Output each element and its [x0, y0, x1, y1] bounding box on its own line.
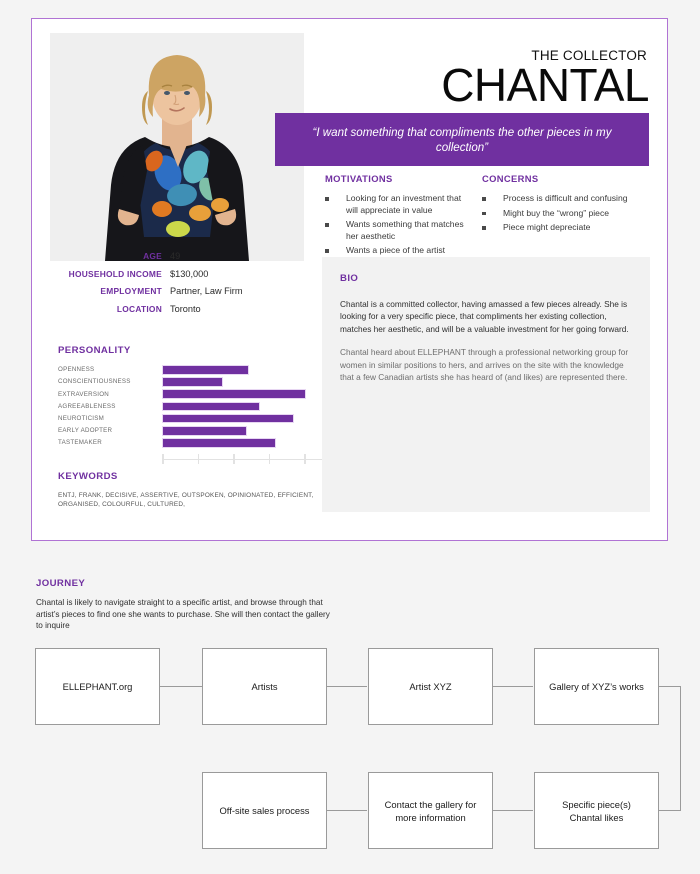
page-title: CHANTAL [441, 59, 649, 111]
journey-node-gallery-of-works[interactable]: Gallery of XYZ’s works [534, 648, 659, 725]
axis-tick [269, 454, 271, 464]
personality-bar [162, 377, 223, 387]
concerns-title: CONCERNS [482, 173, 539, 184]
personality-bar-label: NEUROTICISM [58, 415, 105, 423]
list-item: Process is difficult and confusing [482, 193, 642, 205]
personality-bar [162, 402, 260, 412]
connector-n3-n4 [492, 686, 533, 687]
personality-bar-track [162, 389, 340, 399]
demographic-value: Toronto [170, 303, 201, 314]
keywords-text: ENTJ, FRANK, DECISIVE, ASSERTIVE, OUTSPOKEN, OPINIONATED, EFFICIENT, ORGANISED, COLOURFUL, CULTURED, [58, 492, 314, 508]
personality-bar [162, 438, 276, 448]
demographic-row [50, 286, 304, 296]
axis-tick [233, 454, 235, 464]
motivations-title: MOTIVATIONS [325, 173, 393, 184]
personality-bar-label: AGREEABLENESS [58, 402, 116, 410]
personality-bar-track [162, 426, 340, 436]
demographic-key: LOCATION [116, 303, 162, 314]
persona-quote: “I want something that compliments the other pieces in my collection” [275, 113, 649, 166]
list-item: Piece might depreciate [482, 222, 642, 234]
demographic-row [50, 269, 304, 279]
concerns-block [482, 173, 642, 237]
personality-bar [162, 389, 306, 399]
journey-node-artist-xyz[interactable]: Artist XYZ [368, 648, 493, 725]
personality-bars [58, 365, 340, 448]
personality-bar-label: CONSCIENTIOUSNESS [58, 378, 131, 386]
demographic-key: EMPLOYMENT [100, 286, 162, 296]
axis-tick [304, 454, 306, 464]
journey-node-artists[interactable]: Artists [202, 648, 327, 725]
list-item: Wants something that matches her aesthetic [325, 219, 475, 242]
journey-node-specific-pieces[interactable]: Specific piece(s) Chantal likes [534, 772, 659, 849]
axis-line [162, 459, 340, 461]
demographic-key: AGE [143, 251, 162, 261]
connector-n2-n3 [326, 686, 367, 687]
personality-bar-row [58, 377, 340, 387]
list-item: Might buy the “wrong” piece [482, 208, 642, 220]
axis-tick [162, 454, 164, 464]
persona-card [31, 18, 668, 541]
personality-bar [162, 426, 247, 436]
list-item: Wants a piece of the artist [325, 245, 475, 257]
keywords-block [58, 471, 336, 509]
axis-tick [198, 454, 200, 464]
persona-photo [50, 33, 304, 261]
connector-n6-n7 [326, 810, 367, 811]
connector-into-n5 [658, 810, 681, 811]
journey-node-contact-gallery[interactable]: Contact the gallery for more information [368, 772, 493, 849]
personality-title: PERSONALITY [58, 345, 131, 356]
demographic-key: HOUSEHOLD INCOME [68, 268, 162, 279]
keywords-title: KEYWORDS [58, 471, 118, 482]
personality-bar-label: EXTRAVERSION [58, 390, 110, 398]
journey-node-ellephant-org[interactable]: ELLEPHANT.org [35, 648, 160, 725]
concerns-list [482, 193, 642, 234]
demographics-block [50, 251, 304, 321]
personality-axis [162, 453, 340, 465]
personality-bar-label: OPENNESS [58, 366, 95, 374]
motivations-list [325, 193, 475, 257]
connector-n1-n2 [160, 686, 203, 687]
personality-bar-label: TASTEMAKER [58, 439, 102, 447]
personality-bar-row [58, 426, 340, 436]
journey-header [36, 578, 336, 632]
personality-bar-row [58, 414, 340, 424]
personality-bar [162, 365, 249, 375]
bio-panel [322, 257, 650, 512]
demographic-value: 49 [170, 251, 181, 261]
persona-eyebrow: THE COLLECTOR [531, 48, 647, 63]
personality-bar-track [162, 377, 340, 387]
bio-paragraph-1: Chantal is a committed collector, having amassed a few pieces already. She is looking for a very specific piece, that compliments her existing collection, matches her aesthetic, and will be a valuable investment for her going forward. [340, 299, 629, 334]
motivations-block [325, 173, 475, 260]
journey-title: JOURNEY [36, 578, 86, 589]
personality-bar-track [162, 438, 340, 448]
personality-bar [162, 414, 294, 424]
personality-bar-row [58, 438, 340, 448]
personality-chart [58, 345, 340, 465]
journey-node-offsite-sales[interactable]: Off-site sales process [202, 772, 327, 849]
bio-paragraph-2: Chantal heard about ELLEPHANT through a professional networking group for women in similar positions to hers, and arrives on the site with the knowledge that a few Canadian artists she has heard of (and likes) are represented there. [340, 347, 629, 383]
personality-bar-track [162, 402, 340, 412]
demographic-row [50, 304, 304, 314]
personality-bar-track [162, 365, 340, 375]
personality-bar-row [58, 402, 340, 412]
connector-vertical-drop [680, 686, 681, 811]
personality-bar-row [58, 389, 340, 399]
bio-title: BIO [340, 273, 359, 284]
demographic-value: $130,000 [170, 268, 209, 279]
journey-description: Chantal is likely to navigate straight to a specific artist, and browse through that artist’s pieces to find one she wants to purchase. She will then contact the gallery to inquire [36, 598, 330, 631]
connector-n4-right [658, 686, 681, 687]
personality-bar-label: EARLY ADOPTER [58, 427, 113, 435]
personality-bar-track [162, 414, 340, 424]
connector-n5-n6 [492, 810, 533, 811]
list-item: Looking for an investment that will appreciate in value [325, 193, 475, 216]
personality-bar-row [58, 365, 340, 375]
demographic-row [50, 251, 304, 261]
demographic-value: Partner, Law Firm [170, 286, 243, 296]
